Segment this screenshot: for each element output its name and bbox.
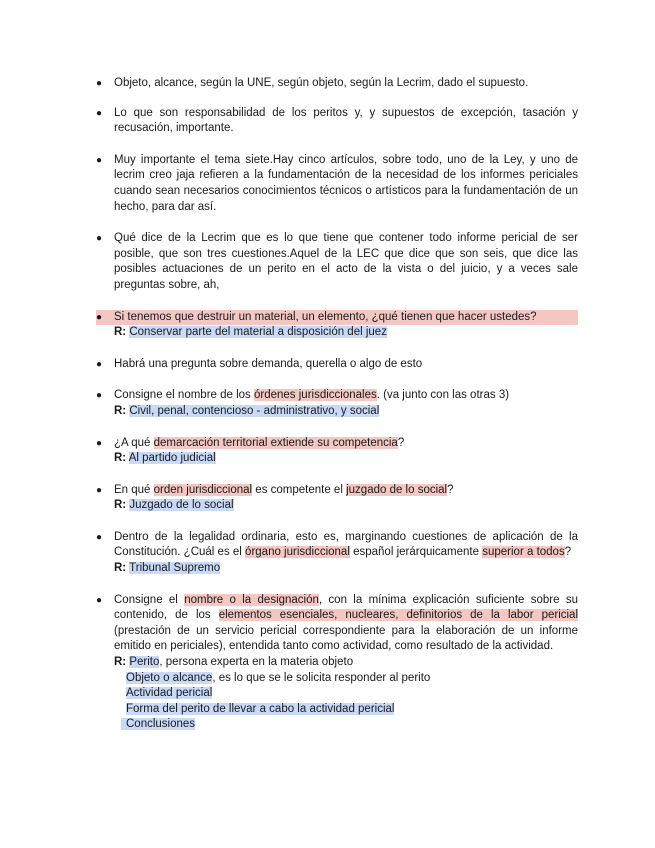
answer-prefix: R: — [114, 562, 127, 575]
sub-answer-highlight: Objeto o alcance — [126, 671, 213, 684]
bullet: ● — [96, 594, 103, 606]
answer — [114, 451, 578, 467]
highlight: órdenes jurisdiccionales — [254, 389, 377, 402]
sub-answer — [114, 717, 578, 733]
sub-answer-text: Actividad pericial — [126, 687, 213, 700]
list-item — [96, 310, 578, 341]
bullet: ● — [96, 107, 103, 119]
highlight: juzgado de lo social — [346, 483, 448, 496]
answer-prefix: R: — [114, 404, 127, 417]
sub-answer-text: , es lo que se le solicita responder al perito — [212, 671, 431, 684]
list-item — [96, 436, 578, 467]
bullet: ● — [96, 154, 103, 166]
answer-prefix: R: — [114, 326, 127, 339]
list-item — [96, 530, 578, 577]
answer — [114, 655, 578, 671]
question-text — [114, 594, 578, 653]
text-segment: (prestación de un servicio pericial correspondiente para la elaboración de un informe emitido en periciales), entendida tanto como actividad, como resultado de la actividad. — [114, 624, 578, 653]
list-item — [96, 483, 578, 514]
answer-text: Conservar parte del material a disposición del juez — [129, 326, 387, 339]
answer — [114, 404, 578, 420]
item-text: Objeto, alcance, según la UNE, según objeto, según la Lecrim, dado el supuesto. — [114, 77, 529, 89]
answer-prefix: R: — [114, 656, 127, 669]
sub-answer — [114, 686, 578, 702]
highlight: superior a todos — [482, 546, 565, 559]
answer-text: , persona experta en la materia objeto — [159, 656, 354, 669]
answer-text: Tribunal Supremo — [129, 562, 221, 575]
bullet: ● — [96, 390, 103, 402]
answer — [114, 561, 578, 577]
item-text: Lo que son responsabilidad de los peritos y, y supuestos de excepción, tasación y recusación, importante. — [114, 106, 578, 135]
text-segment: ? — [447, 483, 454, 496]
list-item — [96, 76, 578, 92]
highlight: nombre o la designación — [184, 593, 319, 606]
text-segment: es competente el — [252, 483, 347, 496]
list-item — [96, 231, 578, 293]
sub-answer — [114, 671, 578, 687]
list-item — [96, 388, 578, 419]
question-text — [114, 389, 509, 401]
bullet: ● — [96, 437, 103, 449]
text-segment: español jerárquicamente — [349, 546, 483, 559]
item-text: Habrá una pregunta sobre demanda, querella o algo de esto — [114, 357, 423, 370]
text-segment: ? — [564, 546, 572, 559]
list-item — [96, 153, 578, 215]
question-text — [114, 484, 454, 496]
answer — [114, 498, 578, 514]
question-text: Si tenemos que destruir un material, un elemento, ¿qué tienen que hacer ustedes? — [114, 310, 537, 323]
bullet: ● — [96, 531, 103, 543]
list-item — [96, 357, 578, 373]
notes-list — [96, 76, 578, 733]
sub-answer — [114, 702, 578, 718]
list-item — [96, 593, 578, 733]
highlight: demarcación territorial extiende su competencia — [153, 436, 398, 449]
question-text — [114, 531, 578, 559]
bullet: ● — [96, 311, 103, 323]
sub-answer-text: Conclusiones — [121, 718, 195, 730]
text-segment: ¿A qué — [114, 436, 154, 449]
answer-prefix: R: — [114, 499, 127, 512]
bullet: ● — [96, 484, 103, 496]
item-text: Muy importante el tema siete.Hay cinco artículos, sobre todo, uno de la Ley, y uno de lecrim creo jaja refieren a la fundamentación de la necesidad de los informes periciales cuando sean necesarios conocimientos técnicos o artísticos para la fundamentación de un hecho, para dar así. — [114, 153, 578, 213]
answer-text: Civil, penal, contencioso - administrativo, y social — [129, 404, 380, 417]
answer — [114, 325, 578, 341]
text-segment: Consigne el nombre de los — [114, 389, 254, 402]
text-segment: . (va junto con las otras 3) — [376, 389, 510, 402]
bullet: ● — [96, 78, 103, 89]
bullet: ● — [96, 233, 103, 245]
highlight: elementos esenciales, nucleares, definitorios de la labor pericial — [218, 609, 579, 622]
text-segment: , con la mínima explicación suficiente sobre su contenido, de los — [114, 593, 578, 622]
text-segment: Dentro de la legalidad ordinaria, esto es, marginando cuestiones de aplicación de la Constitución. ¿Cuál es el — [114, 530, 578, 559]
answer-highlight: Perito — [129, 656, 160, 669]
answer-text: Al partido judicial — [128, 452, 216, 465]
sub-answer-text: Forma del perito de llevar a cabo la actividad pericial — [126, 702, 395, 715]
list-item — [96, 106, 578, 137]
question-row — [96, 310, 578, 326]
highlight: órgano jurisdiccional — [245, 546, 350, 559]
text-segment: En qué — [114, 483, 154, 496]
highlight: orden jurisdiccional — [153, 483, 253, 496]
text-segment: ? — [397, 436, 405, 449]
answer-text: Juzgado de lo social — [129, 499, 234, 512]
bullet: ● — [96, 358, 103, 370]
text-segment: Consigne el — [114, 593, 185, 606]
answer-prefix: R: — [114, 452, 127, 465]
question-text — [114, 437, 404, 449]
item-text: Qué dice de la Lecrim que es lo que tiene que contener todo informe pericial de ser posible, que son tres cuestiones.Aquel de la LEC que dice que son seis, que dice las posibles actuaciones de un perito en el acto de la vista o del juicio, y a veces sale preguntas sobre, ah, — [114, 232, 578, 291]
